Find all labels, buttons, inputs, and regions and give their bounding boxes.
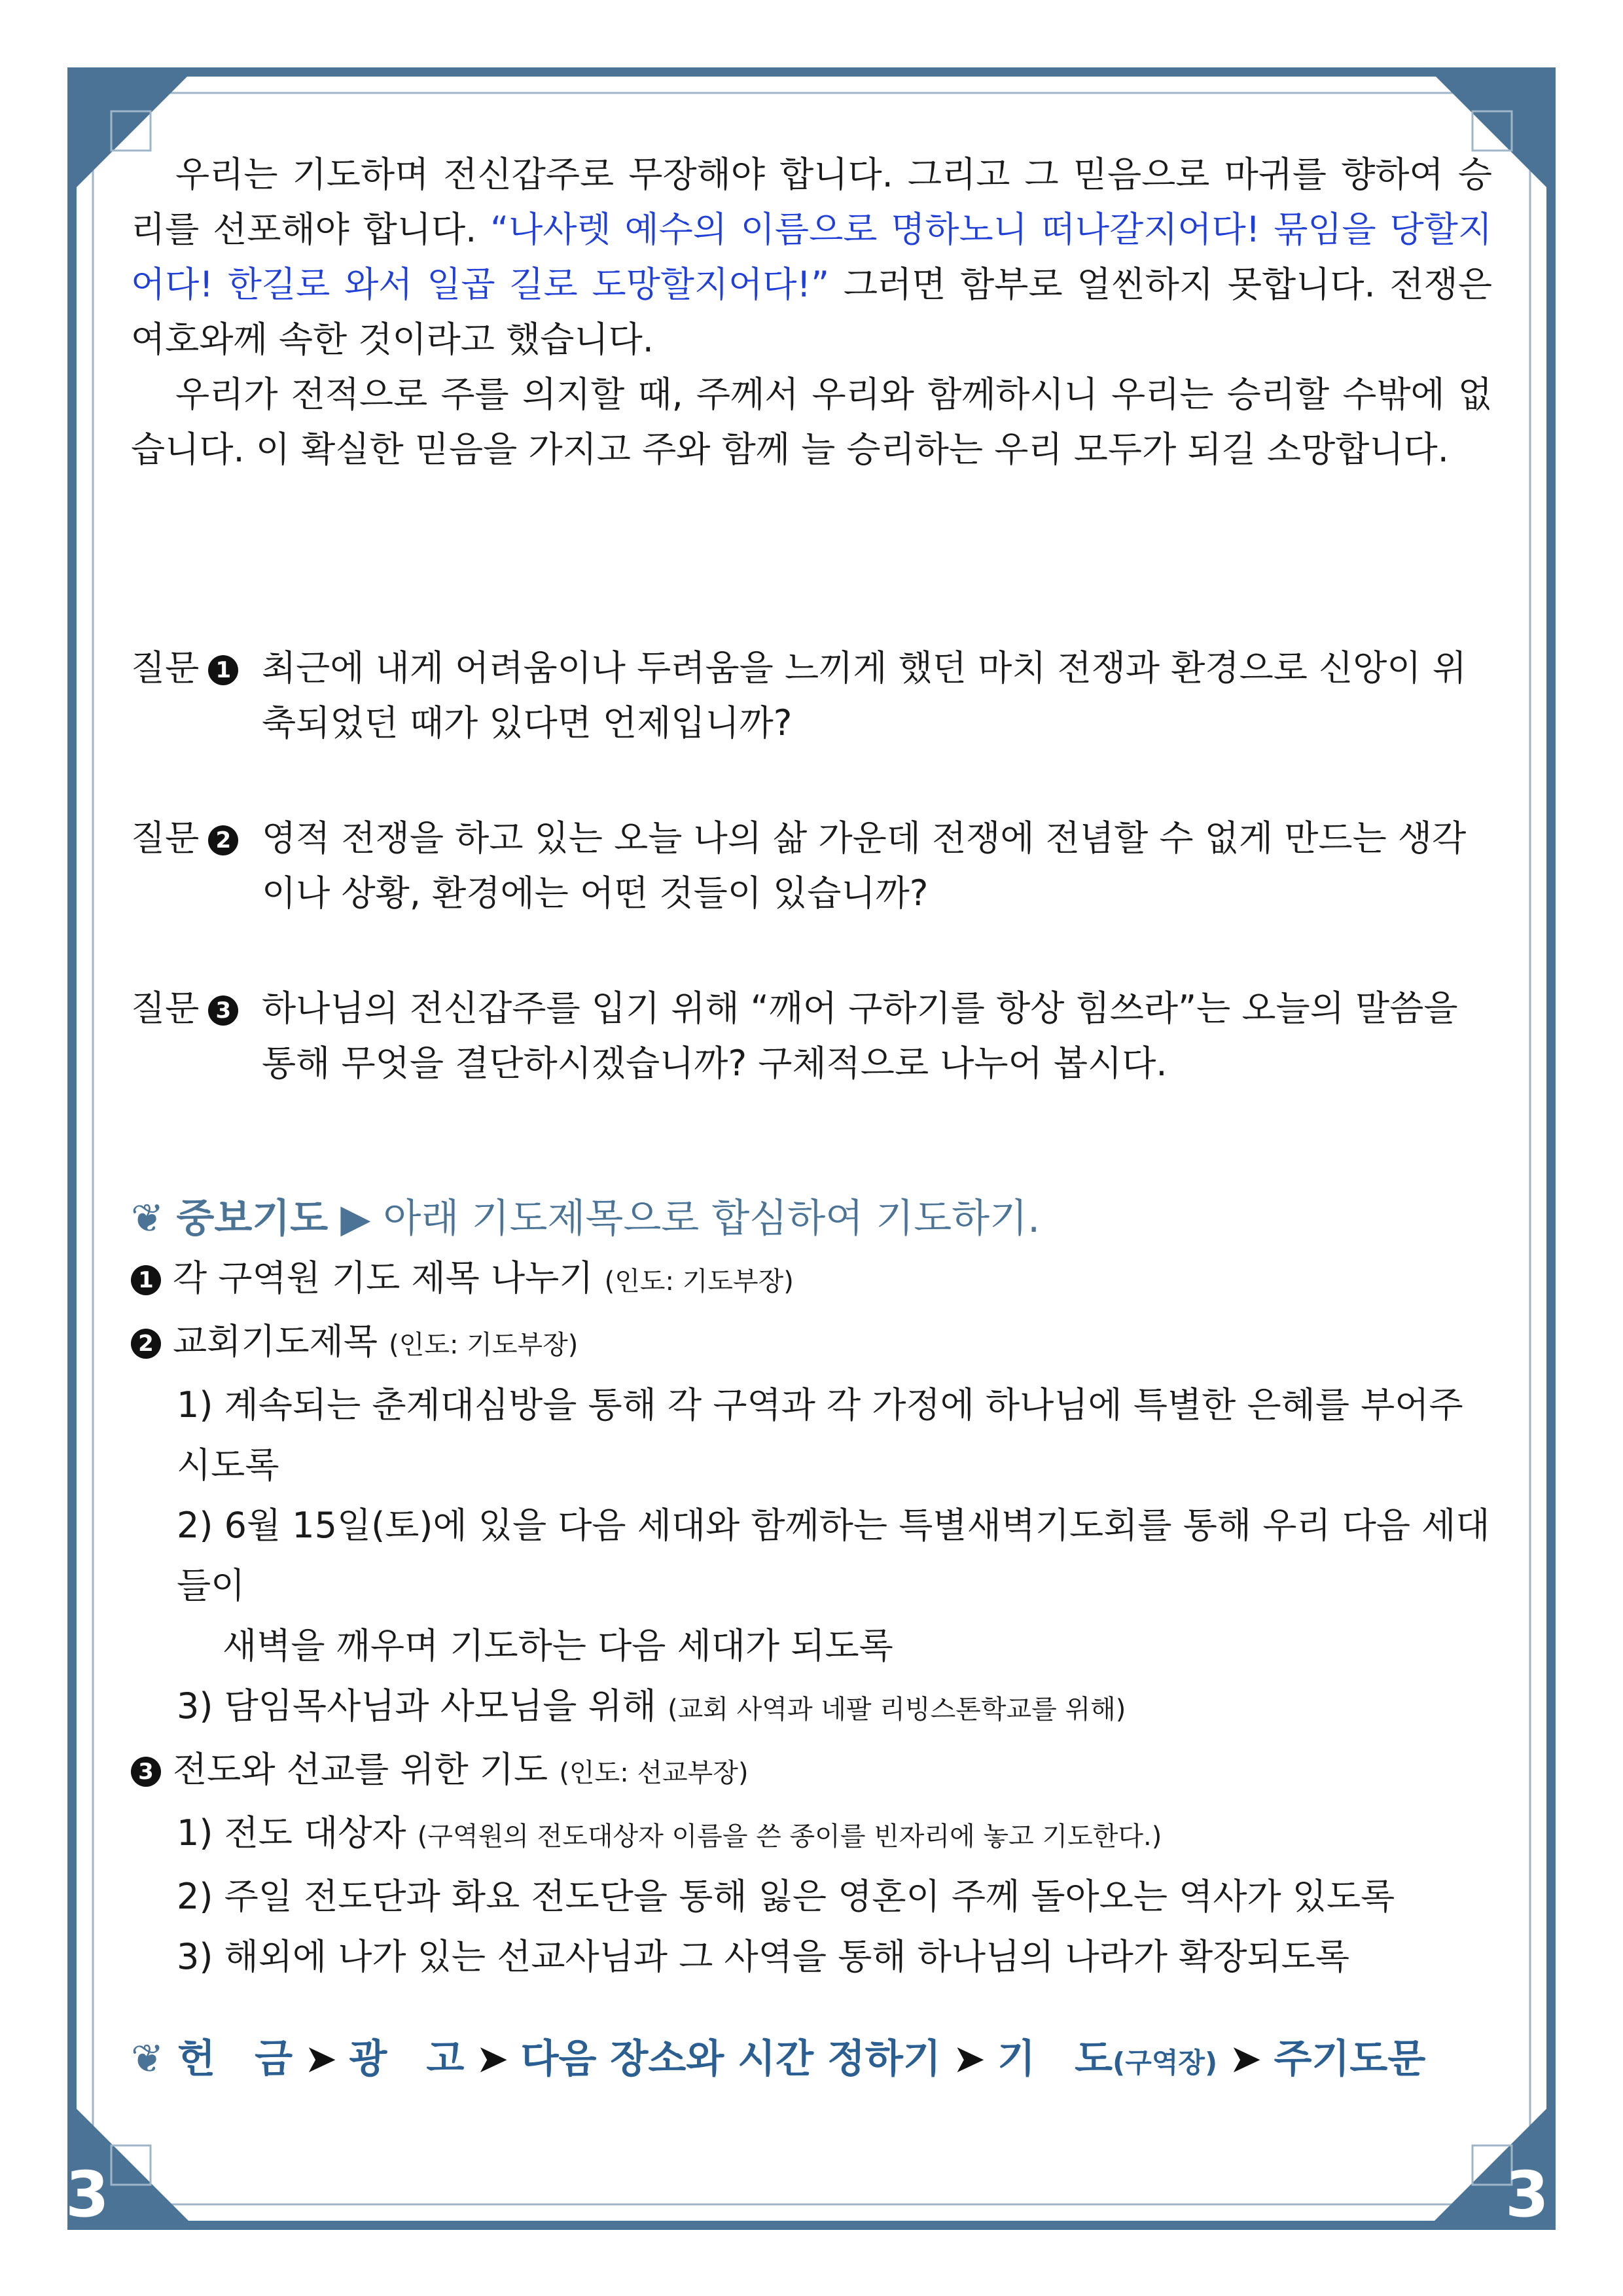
number-badge-icon: 2 [208,825,238,855]
order-step-lords-prayer: 주기도문 [1274,2036,1426,2082]
prayer-subitem-text: 3) 해외에 나가 있는 선교사님과 그 사역을 통해 하나님의 나라가 확장되도록 [177,1936,1349,1977]
question-label [131,981,238,1036]
question-label-text: 질문 [131,988,200,1029]
number-badge-icon: 3 [208,996,238,1026]
prayer-section-title [131,1189,1492,1248]
prayer-subitem [131,1927,1492,1987]
question-label [131,811,238,866]
prayer-subitem-text: 2) 주일 전도단과 화요 전도단을 통해 잃은 영혼이 주께 돌아오는 역사가 있도록 [177,1876,1395,1917]
order-step-offering: 헌 금 [177,2036,293,2082]
prayer-subitem-note: (구역원의 전도대상자 이름을 쓴 종이를 빈자리에 놓고 기도한다.) [417,1821,1162,1852]
order-step-next-meeting: 다음 장소와 시간 정하기 [520,2036,941,2082]
flower-icon: ❦ [131,2036,164,2082]
prayer-subitem-note: (교회 사역과 네팔 리빙스톤학교를 위해) [668,1695,1126,1725]
number-badge-icon: 2 [131,1329,161,1359]
body-p1-text-a: 우리는 기도하며 전신갑주로 무장해야 합니다. 그리고 그 믿음으로 마귀를 향하여 승리를 선포해야 합니다. [131,154,1492,250]
question-1 [131,641,1492,751]
service-order [131,2026,1492,2096]
number-badge-icon: 1 [131,1265,161,1295]
prayer-subitem [131,1676,1492,1740]
page-content [131,147,1492,2096]
order-step-announcements: 광 고 [349,2036,465,2082]
number-badge-icon: 1 [208,655,238,685]
question-label [131,641,238,696]
prayer-item-3 [131,1740,1492,1803]
question-2 [131,811,1492,921]
body-paragraph-2: 우리가 전적으로 주를 의지할 때, 주께서 우리와 함께하시니 우리는 승리할 수밖에 없습니다. 이 확실한 믿음을 가지고 주와 함께 늘 승리하는 우리 모두가 되길 소망합니다. [131,374,1492,470]
page-number-right: 3 [1505,2158,1549,2231]
prayer-subitem [131,1375,1492,1496]
prayer-item-text: 전도와 선교를 위한 기도 [173,1749,548,1790]
body-p1-text-b: 그러면 함부로 얼씬하지 못합니다. 전쟁은 여호와께 속한 것이라고 했습니다. [131,264,1492,360]
prayer-subitem [131,1496,1492,1676]
question-text: 최근에 내게 어려움이나 두려움을 느끼게 했던 마치 전쟁과 환경으로 신앙이 위축되었던 때가 있다면 언제입니까? [262,647,1467,744]
prayer-subitem-text: 1) 전도 대상자 [177,1812,406,1854]
question-label-text: 질문 [131,817,200,859]
prayer-item-2 [131,1312,1492,1375]
prayer-item-note: (인도: 선교부장) [559,1758,749,1788]
prayer-subitem-text: 2) 6월 15일(토)에 있을 다음 세대와 함께하는 특별새벽기도회를 통해 우리 다음 세대들이 [177,1505,1490,1606]
page-number-left: 3 [65,2158,109,2231]
prayer-subitem-text: 3) 담임목사님과 사모님을 위해 [177,1685,656,1727]
prayer-item-note: (인도: 기도부장) [389,1330,579,1360]
question-3 [131,981,1492,1091]
prayer-subitem-text: 1) 계속되는 춘계대심방을 통해 각 구역과 각 가정에 하나님에 특별한 은혜를 부어주시도록 [177,1384,1463,1486]
prayer-subitem-continuation: 새벽을 깨우며 기도하는 다음 세대가 되도록 [223,1625,893,1666]
prayer-subitem [131,1803,1492,1867]
arrow-right-icon: ➤ [476,2036,509,2082]
arrow-right-icon: ➤ [1229,2036,1262,2082]
order-step-prayer-note: (구역장) [1113,2047,1218,2079]
question-label-text: 질문 [131,647,200,689]
prayer-item-text: 각 구역원 기도 제목 나누기 [173,1257,594,1299]
prayer-item-text: 교회기도제목 [173,1321,378,1362]
prayer-title: 중보기도 [176,1196,329,1242]
number-badge-icon: 3 [131,1757,161,1787]
arrow-right-icon: ➤ [952,2036,986,2082]
question-text: 하나님의 전신갑주를 입기 위해 “깨어 구하기를 항상 힘쓰라”는 오늘의 말씀을 통해 무엇을 결단하시겠습니까? 구체적으로 나누어 봅시다. [262,988,1458,1084]
order-step-prayer: 기 도 [997,2036,1113,2082]
flower-icon: ❦ [131,1196,164,1242]
prayer-item-1 [131,1248,1492,1312]
prayer-item-note: (인도: 기도부장) [604,1266,794,1297]
prayer-subtitle: ▶ 아래 기도제목으로 합심하여 기도하기. [340,1196,1041,1242]
body-p1-quote: “나사렛 예수의 이름으로 명하노니 떠나갈지어다! 묶임을 당할지어다! 한길로 와서 일곱 길로 도망할지어다!” [131,209,1493,305]
arrow-right-icon: ➤ [304,2036,338,2082]
body-paragraph-1 [131,147,1492,367]
prayer-subitem [131,1867,1492,1927]
question-text: 영적 전쟁을 하고 있는 오늘 나의 삶 가운데 전쟁에 전념할 수 없게 만드는 생각이나 상황, 환경에는 어떤 것들이 있습니까? [262,817,1467,914]
